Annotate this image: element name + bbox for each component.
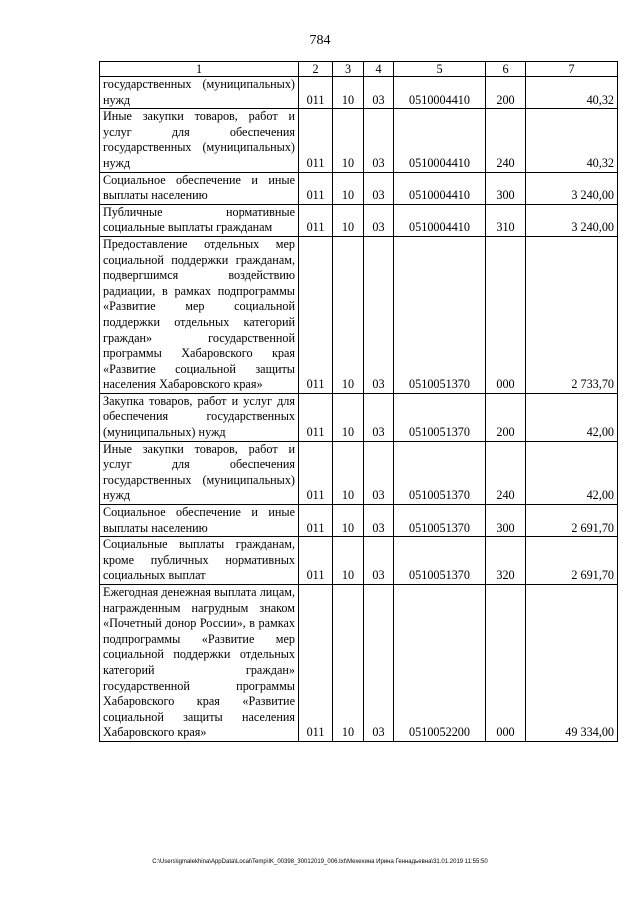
row-col2: 011 xyxy=(299,109,333,172)
row-col5: 0510004410 xyxy=(394,172,486,204)
row-col2: 011 xyxy=(299,172,333,204)
row-col2: 011 xyxy=(299,77,333,109)
row-col2: 011 xyxy=(299,441,333,504)
row-amount: 42,00 xyxy=(526,441,618,504)
table-row xyxy=(100,77,618,109)
column-header-6: 6 xyxy=(486,62,526,77)
row-col4: 03 xyxy=(364,393,394,441)
row-amount: 3 240,00 xyxy=(526,204,618,236)
column-header-3: 3 xyxy=(333,62,364,77)
row-col6: 300 xyxy=(486,505,526,537)
row-col5: 0510051370 xyxy=(394,393,486,441)
row-col4: 03 xyxy=(364,505,394,537)
row-col4: 03 xyxy=(364,172,394,204)
row-name: Иные закупки товаров, работ и услуг для обеспечения государственных (муниципальных) нужд xyxy=(100,441,299,504)
row-col5: 0510051370 xyxy=(394,236,486,393)
row-col3: 10 xyxy=(333,236,364,393)
row-col6: 320 xyxy=(486,537,526,585)
row-name: государственных (муниципальных) нужд xyxy=(100,77,299,109)
row-name: Иные закупки товаров, работ и услуг для обеспечения государственных (муниципальных) нужд xyxy=(100,109,299,172)
row-amount: 3 240,00 xyxy=(526,172,618,204)
column-header-7: 7 xyxy=(526,62,618,77)
row-col6: 000 xyxy=(486,585,526,742)
row-col3: 10 xyxy=(333,537,364,585)
row-amount: 40,32 xyxy=(526,109,618,172)
table-row xyxy=(100,537,618,585)
row-col4: 03 xyxy=(364,441,394,504)
row-col4: 03 xyxy=(364,109,394,172)
row-amount: 2 691,70 xyxy=(526,505,618,537)
table-row xyxy=(100,393,618,441)
table-header-row xyxy=(100,62,618,77)
row-col5: 0510051370 xyxy=(394,537,486,585)
row-col4: 03 xyxy=(364,77,394,109)
row-col2: 011 xyxy=(299,537,333,585)
row-col6: 310 xyxy=(486,204,526,236)
table-row xyxy=(100,505,618,537)
row-col5: 0510051370 xyxy=(394,441,486,504)
row-name: Ежегодная денежная выплата лицам, награжденным нагрудным знаком «Почетный донор России», в рамках подпрограммы «Развитие мер социальной поддержки отдельных категорий граждан» государственной программы Хабаровского края «Развитие социальной защиты населения Хабаровского края» xyxy=(100,585,299,742)
row-col2: 011 xyxy=(299,393,333,441)
column-header-4: 4 xyxy=(364,62,394,77)
column-header-5: 5 xyxy=(394,62,486,77)
row-col6: 240 xyxy=(486,109,526,172)
row-col2: 011 xyxy=(299,236,333,393)
row-col4: 03 xyxy=(364,204,394,236)
table-row xyxy=(100,204,618,236)
budget-table xyxy=(99,61,618,742)
row-col6: 300 xyxy=(486,172,526,204)
row-name: Социальное обеспечение и иные выплаты населению xyxy=(100,172,299,204)
row-amount: 40,32 xyxy=(526,77,618,109)
row-name: Социальное обеспечение и иные выплаты населению xyxy=(100,505,299,537)
page-number: 784 xyxy=(309,33,331,48)
row-col6: 200 xyxy=(486,393,526,441)
row-col5: 0510052200 xyxy=(394,585,486,742)
row-amount: 49 334,00 xyxy=(526,585,618,742)
row-name: Закупка товаров, работ и услуг для обеспечения государственных (муниципальных) нужд xyxy=(100,393,299,441)
row-col2: 011 xyxy=(299,505,333,537)
row-name: Социальные выплаты гражданам, кроме публичных нормативных социальных выплат xyxy=(100,537,299,585)
table-row xyxy=(100,109,618,172)
table-row xyxy=(100,236,618,393)
row-name: Публичные нормативные социальные выплаты гражданам xyxy=(100,204,299,236)
row-col4: 03 xyxy=(364,585,394,742)
row-col2: 011 xyxy=(299,585,333,742)
row-col6: 200 xyxy=(486,77,526,109)
row-amount: 2 691,70 xyxy=(526,537,618,585)
row-name: Предоставление отдельных мер социальной поддержки гражданам, подвергшимся воздействию радиации, в рамках подпрограммы «Развитие мер социальной поддержки отдельных категорий граждан» государственной программы Хабаровского края «Развитие социальной защиты населения Хабаровского края» xyxy=(100,236,299,393)
row-col5: 0510004410 xyxy=(394,77,486,109)
table-row xyxy=(100,441,618,504)
row-col3: 10 xyxy=(333,172,364,204)
row-col6: 000 xyxy=(486,236,526,393)
footer-file-path: C:\Users\igmalekhina\AppData\Local\Temp\IK_00398_30012019_006.txt\Мехехина Ирина Геннадьевна\31.01.2019 11:55:50 xyxy=(152,859,488,865)
row-col3: 10 xyxy=(333,204,364,236)
row-amount: 42,00 xyxy=(526,393,618,441)
row-col4: 03 xyxy=(364,537,394,585)
row-col5: 0510051370 xyxy=(394,505,486,537)
row-col3: 10 xyxy=(333,585,364,742)
row-col3: 10 xyxy=(333,109,364,172)
column-header-1: 1 xyxy=(100,62,299,77)
row-col4: 03 xyxy=(364,236,394,393)
row-col5: 0510004410 xyxy=(394,109,486,172)
row-amount: 2 733,70 xyxy=(526,236,618,393)
table-row xyxy=(100,585,618,742)
row-col3: 10 xyxy=(333,393,364,441)
table-row xyxy=(100,172,618,204)
row-col2: 011 xyxy=(299,204,333,236)
row-col3: 10 xyxy=(333,441,364,504)
row-col3: 10 xyxy=(333,505,364,537)
row-col5: 0510004410 xyxy=(394,204,486,236)
row-col6: 240 xyxy=(486,441,526,504)
row-col3: 10 xyxy=(333,77,364,109)
column-header-2: 2 xyxy=(299,62,333,77)
